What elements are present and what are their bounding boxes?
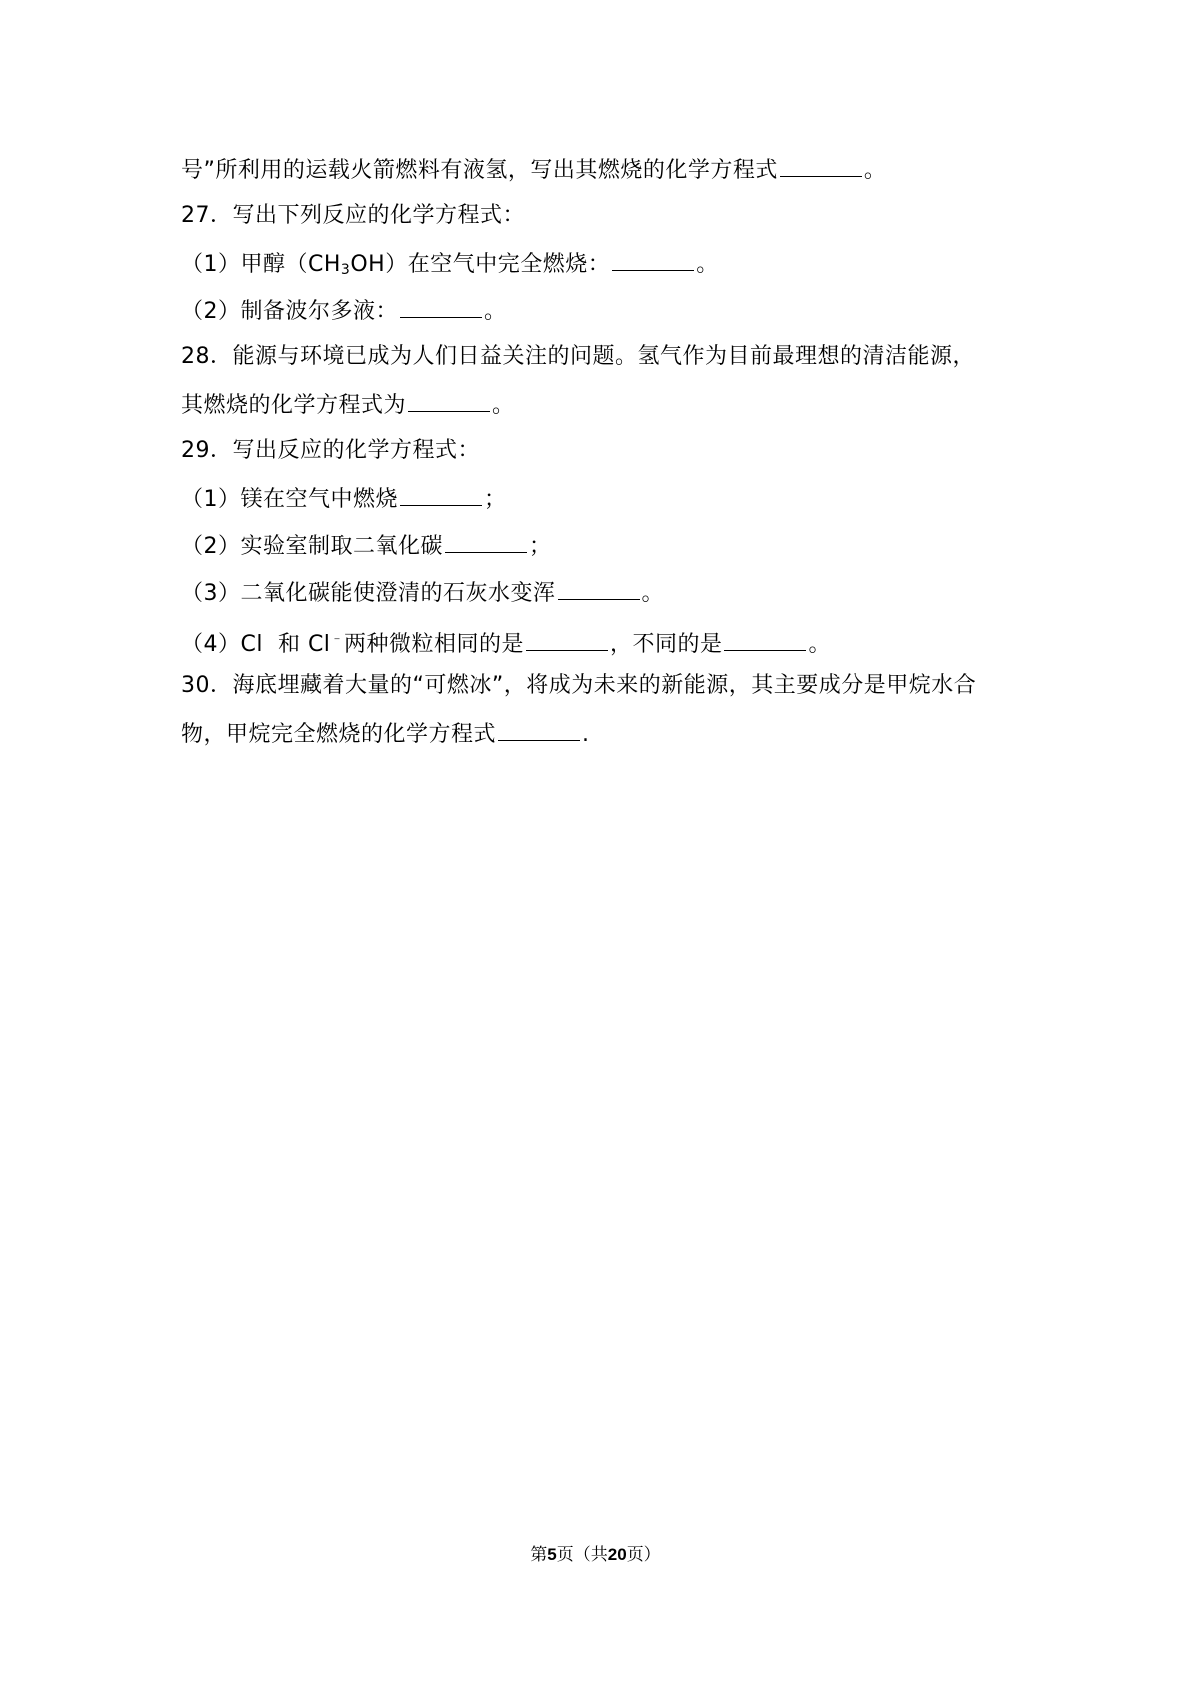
text: OH）在空气中完全燃烧： (350, 252, 611, 277)
punctuation: 。 (696, 252, 719, 277)
text: 30．海底埋藏着大量的“可燃冰”，将成为未来的新能源，其主要成分是甲烷水合 (181, 673, 977, 698)
punctuation: ； (529, 534, 552, 559)
question-28-line-1 (181, 342, 975, 372)
page-total: 20 (607, 1545, 627, 1564)
text: （1）镁在空气中燃烧 (181, 487, 398, 512)
page-number: 5 (547, 1545, 557, 1564)
text: （1）甲醇（CH (181, 252, 341, 277)
question-29-part-3 (181, 577, 664, 609)
text: （3）二氧化碳能使澄清的石灰水变浑 (181, 581, 556, 606)
answer-blank[interactable] (400, 483, 482, 506)
question-28-line-2 (181, 389, 515, 421)
punctuation: 。 (492, 393, 515, 418)
question-29-part-1 (181, 483, 507, 515)
answer-blank[interactable] (400, 295, 482, 318)
answer-blank[interactable] (498, 718, 580, 741)
subscript: 3 (340, 262, 351, 278)
punctuation: 。 (641, 581, 665, 606)
text: 物，甲烷完全燃烧的化学方程式 (181, 722, 497, 747)
answer-blank[interactable] (408, 389, 490, 412)
text: 两种微粒相同的是 (343, 632, 524, 657)
answer-blank[interactable] (724, 628, 806, 651)
footer-text: 页） (626, 1545, 661, 1565)
page-footer (0, 1543, 1191, 1567)
question-30-line-1 (181, 671, 976, 701)
punctuation: 。 (808, 632, 831, 657)
text: ，不同的是 (609, 632, 723, 657)
text: （2）实验室制取二氧化碳 (181, 534, 443, 559)
footer-text: 第 (530, 1545, 548, 1565)
question-29-heading (181, 436, 480, 466)
question-29-part-2 (181, 530, 552, 562)
question-27-part-2 (181, 295, 507, 327)
text: 号”所利用的运载火箭燃料有液氢，写出其燃烧的化学方程式 (181, 158, 778, 183)
question-26-continuation (181, 154, 886, 186)
question-29-part-4 (181, 624, 831, 660)
answer-blank[interactable] (780, 154, 862, 177)
punctuation: 。 (863, 158, 887, 183)
answer-blank[interactable] (612, 248, 694, 271)
text: （2）制备波尔多液： (181, 299, 398, 324)
superscript: ﹣ (330, 631, 344, 646)
question-27-part-1 (181, 248, 719, 285)
text: 其燃烧的化学方程式为 (181, 393, 407, 418)
answer-blank[interactable] (558, 577, 640, 600)
footer-text: 页（共 (556, 1545, 608, 1565)
text: （4）Cl 和 Cl (181, 632, 331, 657)
question-30-line-2 (181, 718, 590, 750)
text: 27．写出下列反应的化学方程式： (181, 203, 525, 228)
punctuation: ； (484, 487, 507, 512)
text: 28．能源与环境已成为人们日益关注的问题。氢气作为目前最理想的清洁能源， (181, 344, 975, 369)
punctuation: 。 (484, 299, 507, 324)
text: 29．写出反应的化学方程式： (181, 438, 480, 463)
answer-blank[interactable] (445, 530, 527, 553)
question-27-heading (181, 201, 525, 231)
punctuation: . (582, 722, 590, 747)
answer-blank[interactable] (526, 628, 608, 651)
